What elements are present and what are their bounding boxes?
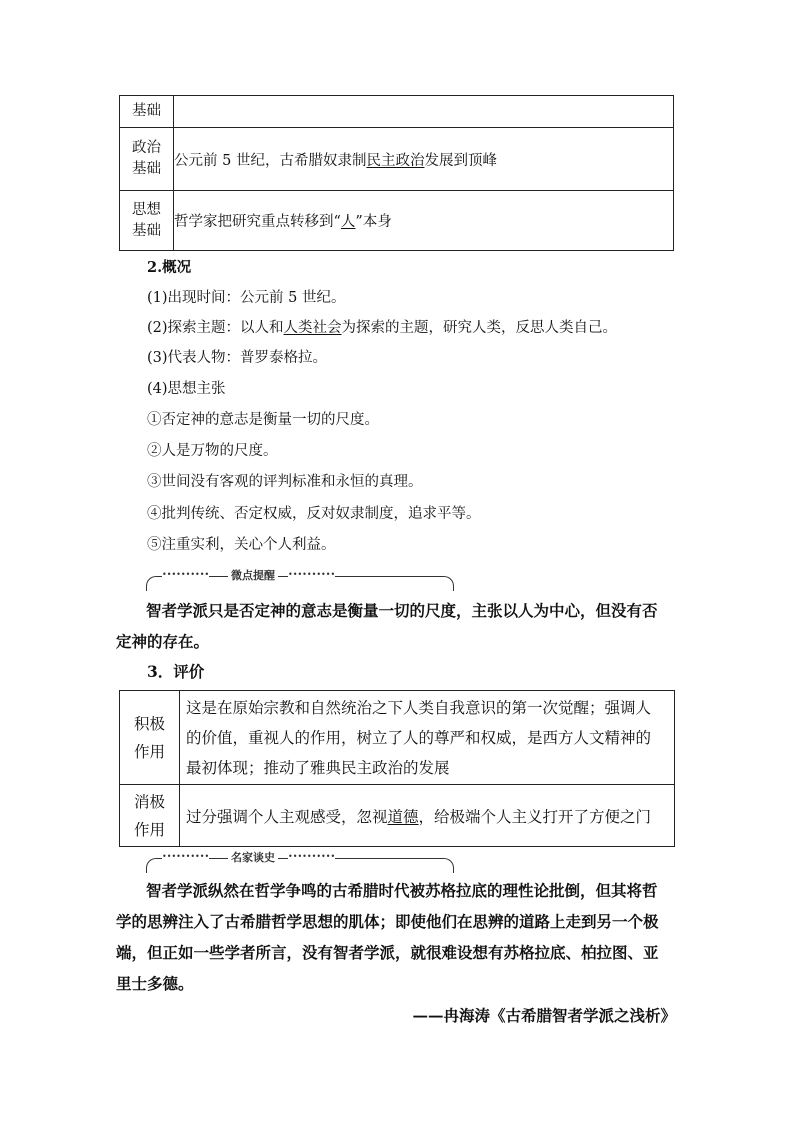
text: 公元前 5 世纪，古希腊奴隶制: [174, 152, 367, 169]
divider-dots: ••••••••••: [162, 570, 210, 579]
label-line: 作用: [133, 742, 165, 761]
text: (4)思想主张: [147, 381, 226, 397]
basis-row-content: [174, 96, 674, 128]
basis-table: [119, 95, 674, 251]
list-item: [147, 441, 278, 461]
text: 过分强调个人主观感受，忽视: [186, 807, 388, 826]
list-item: [147, 288, 345, 308]
underlined-text: 民主政治: [366, 152, 425, 169]
text-line: 端，但正如一些学者所言，没有智者学派，就很难设想有苏格拉底、柏拉图、亚: [116, 943, 659, 962]
label-line: 作用: [133, 820, 165, 839]
label-line: 积极: [133, 714, 165, 733]
text: (3)代表人物：普罗泰格拉。: [147, 350, 328, 366]
label-line: 基础: [132, 103, 161, 119]
basis-row-content: [174, 128, 674, 191]
text: ①否定神的意志是衡量一切的尺度。: [147, 412, 379, 428]
section-heading: 3．评价: [147, 662, 205, 681]
text: ，给极端个人主义打开了方便之门: [418, 807, 652, 826]
quote-text: [116, 875, 676, 999]
text: ⑤注重实利，关心个人利益。: [147, 537, 336, 553]
evaluation-table: [119, 690, 675, 847]
text: ”本身: [355, 214, 392, 230]
text: 哲学家把研究重点转移到“: [174, 214, 341, 230]
text: ③世间没有客观的评判标准和永恒的真理。: [147, 474, 423, 490]
text: 发展到顶峰: [424, 152, 497, 169]
list-item: [147, 410, 379, 430]
text: 为探索的主题，研究人类，反思人类自己。: [341, 320, 618, 336]
underlined-text: 道德: [387, 807, 419, 826]
underlined-text: 人类社会: [283, 320, 342, 336]
eval-row-label: [120, 691, 180, 785]
label-line: 消极: [133, 792, 165, 811]
eval-row-label: [120, 785, 180, 847]
text-line: 的价值，重视人的作用，树立了人的尊严和权威，是西方人文精神的: [186, 728, 652, 747]
text: ④批判传统、否定权威，反对奴隶制度，追求平等。: [147, 506, 481, 522]
list-item: [147, 348, 327, 368]
quote-tag: 名家谈史: [228, 849, 278, 865]
tip-divider: [146, 570, 454, 584]
divider-dots: ••••••••••: [288, 570, 336, 579]
list-item: [147, 535, 336, 555]
basis-row-content: [174, 191, 674, 251]
label-line: 思想: [132, 201, 161, 218]
basis-row-label: [120, 191, 174, 251]
text: ②人是万物的尺度。: [147, 443, 278, 459]
list-item: [147, 472, 423, 492]
tip-tag: 微点提醒: [228, 567, 278, 583]
text-line: 最初体现；推动了雅典民主政治的发展: [186, 758, 450, 777]
text-line: 智者学派纵然在哲学争鸣的古希腊时代被苏格拉底的理性论批倒，但其将哲: [146, 881, 658, 900]
quote-divider: [146, 852, 454, 866]
underlined-text: 人: [340, 214, 356, 230]
label-line: 基础: [132, 222, 161, 239]
text: (1)出现时间：公元前 5 世纪。: [147, 290, 346, 306]
label-line: 基础: [132, 161, 161, 177]
text-line: 定神的存在。: [116, 632, 210, 651]
basis-row-label: [120, 96, 174, 128]
text: (2)探索主题：以人和: [147, 320, 284, 336]
quote-source: ——冉海涛《古希腊智者学派之浅析》: [412, 1006, 676, 1025]
text-line: 学的思辨注入了古希腊哲学思想的肌体；即使他们在思辨的道路上走到另一个极: [116, 912, 659, 931]
text-line: 这是在原始宗教和自然统治之下人类自我意识的第一次觉醒；强调人: [186, 698, 652, 717]
section-heading: 2.概况: [147, 259, 192, 276]
divider-dots: ••••••••••: [162, 852, 210, 861]
label-line: 政治: [132, 140, 161, 156]
eval-row-content: [180, 691, 675, 785]
text-line: 智者学派只是否定神的意志是衡量一切的尺度，主张以人为中心，但没有否: [146, 601, 658, 620]
list-item: [147, 318, 617, 338]
basis-row-label: [120, 128, 174, 191]
divider-dots: ••••••••••: [288, 852, 336, 861]
list-item: [147, 379, 226, 399]
tip-text: [116, 595, 676, 657]
list-item: [147, 504, 481, 524]
eval-row-content: [180, 785, 675, 847]
text-line: 里士多德。: [116, 974, 194, 993]
